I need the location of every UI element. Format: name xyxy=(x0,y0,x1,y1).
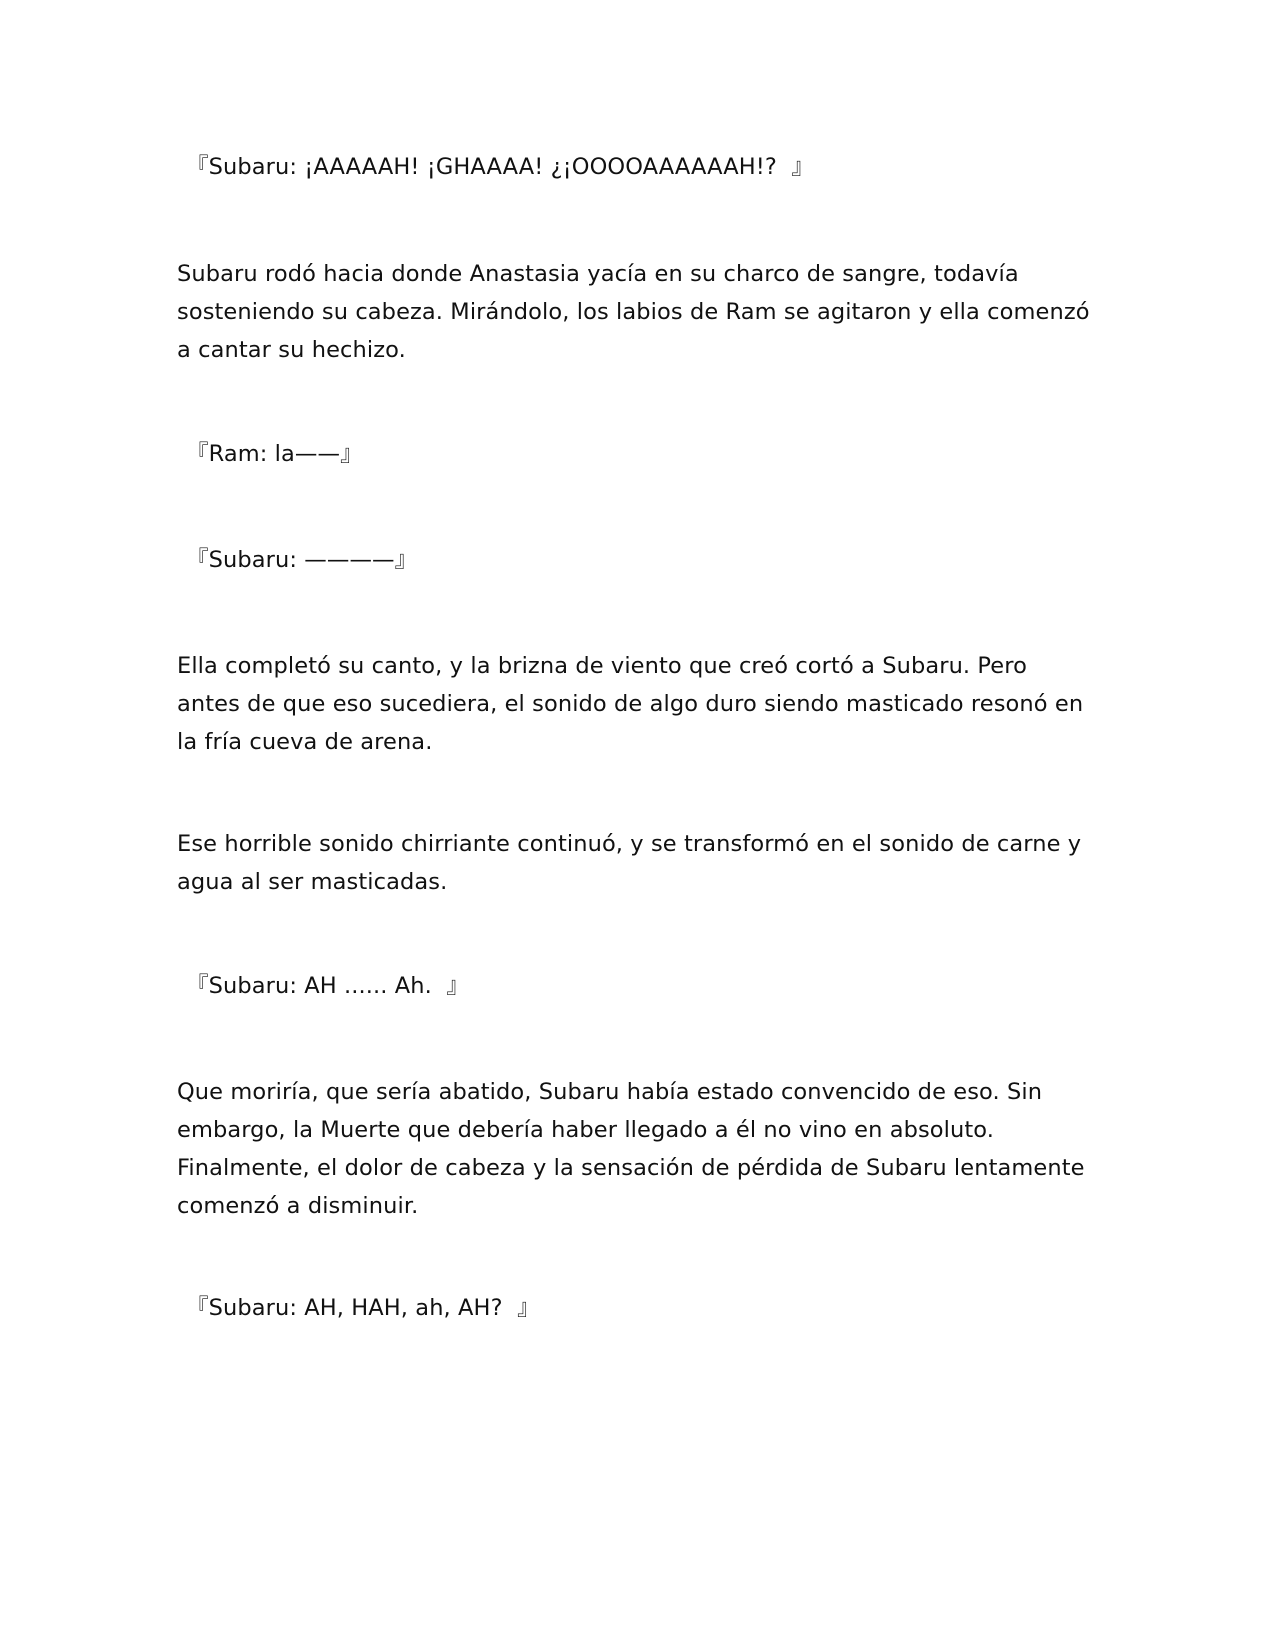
dialogue-line: 『Ram: la——』 xyxy=(186,441,363,467)
dialogue-line: 『Subaru: ¡AAAAAH! ¡GHAAAA! ¿¡OOOOAAAAAAH!? 』 xyxy=(186,154,814,180)
narrative-paragraph: Subaru rodó hacia donde Anastasia yacía en su charco de sangre, todavía sosteniendo su cabeza. Mirándolo, los labios de Ram se agitaron y ella comenzó a cantar su hechizo. xyxy=(177,261,1097,363)
narrative-paragraph: Ese horrible sonido chirriante continuó, y se transformó en el sonido de carne y agua al ser masticadas. xyxy=(177,831,1089,895)
dialogue-line: 『Subaru: ————』 xyxy=(186,547,418,573)
narrative-paragraph: Que moriría, que sería abatido, Subaru había estado convencido de eso. Sin embargo, la Muerte que debería haber llegado a él no vino en absoluto. Finalmente, el dolor de cabeza y la sensación de pérdida de Subaru lentamente comenzó a disminuir. xyxy=(177,1079,1092,1219)
dialogue-line: 『Subaru: AH, HAH, ah, AH? 』 xyxy=(186,1295,540,1321)
narrative-paragraph: Ella completó su canto, y la brizna de viento que creó cortó a Subaru. Pero antes de que eso sucediera, el sonido de algo duro siendo masticado resonó en la fría cueva de arena. xyxy=(177,653,1091,755)
dialogue-line: 『Subaru: AH ...... Ah. 』 xyxy=(186,973,469,999)
